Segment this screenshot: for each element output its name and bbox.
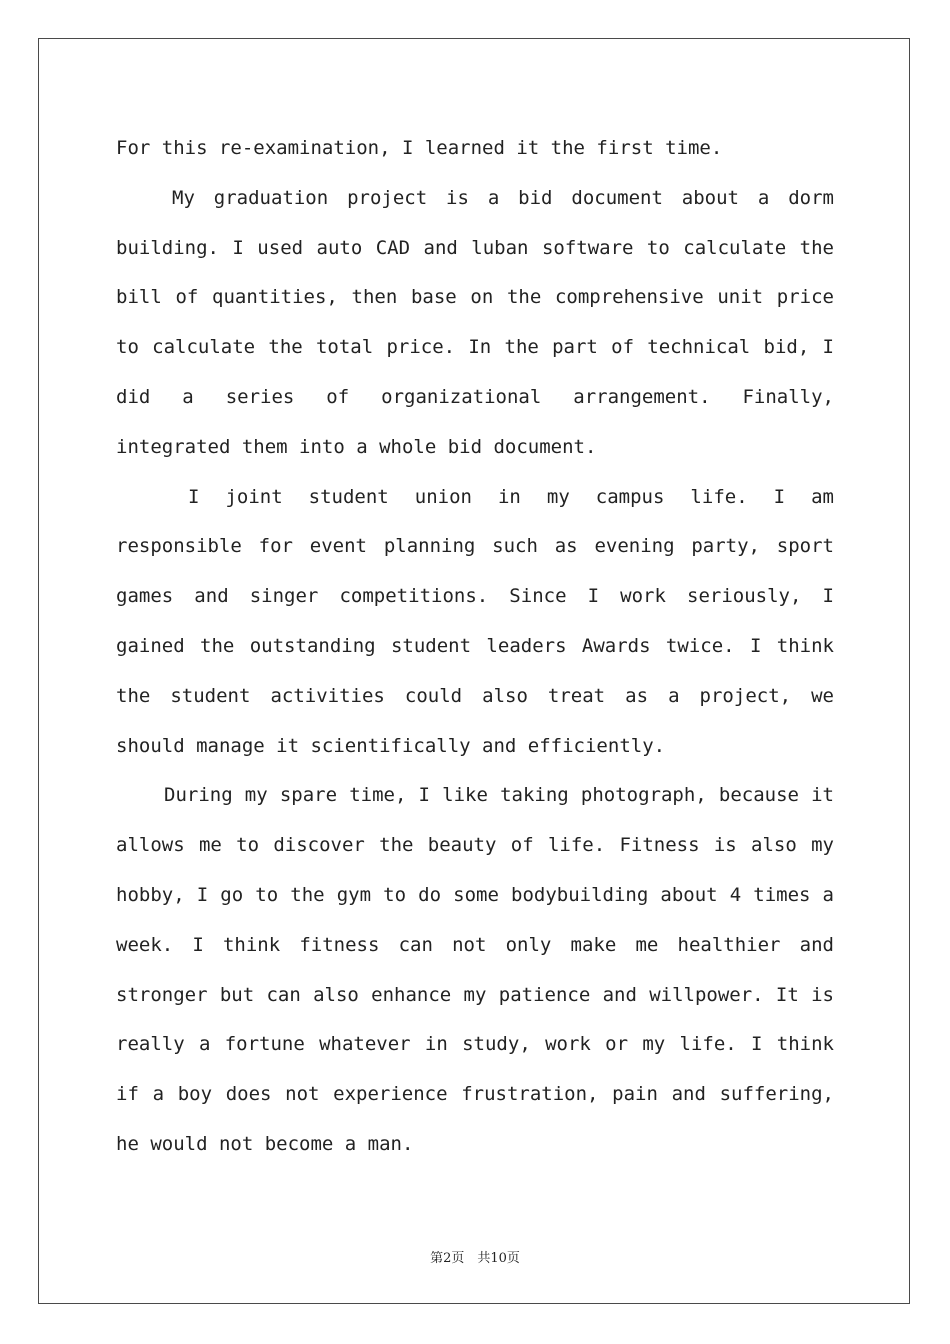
paragraph-1: For this re-examination, I learned it the first time. [116, 137, 723, 159]
paragraph-3: I joint student union in my campus life. I am responsible for event planning such as evening party, sport games and singer competitions. Since I work seriously, I gained the outstanding student leaders Awards twice. I think the student activities could also treat as a project, we should manage it scientifically and efficiently. [116, 485, 834, 757]
document-body [116, 124, 834, 1170]
page-number-footer: 第2页 共10页 [430, 1251, 520, 1266]
paragraph-2: My graduation project is a bid document about a dorm building. I used auto CAD and luban software to calculate the bill of quantities, then base on the comprehensive unit price to calculate the total price. In the part of technical bid, I did a series of organizational arrangement. Finally, integrated them into a whole bid document. [116, 186, 834, 458]
paragraph-4: During my spare time, I like taking photograph, because it allows me to discover the beauty of life. Fitness is also my hobby, I go to the gym to do some bodybuilding about 4 times a week. I think fitness can not only make me healthier and stronger but can also enhance my patience and willpower. It is really a fortune whatever in study, work or my life. I think if a boy does not experience frustration, pain and suffering, he would not become a man. [116, 784, 834, 1155]
